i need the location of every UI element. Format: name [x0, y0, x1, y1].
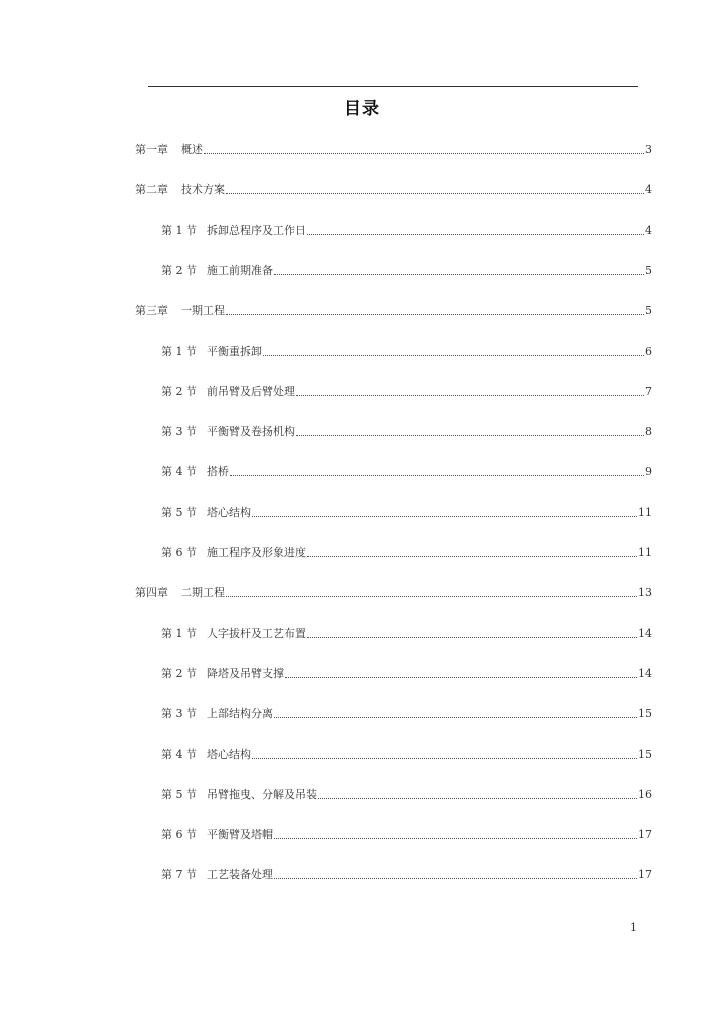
toc-dot-leader — [226, 192, 644, 194]
toc-entry-number: 第 1 节 — [161, 223, 197, 237]
toc-entry[interactable] — [135, 181, 652, 197]
toc-entry-title: 平衡臂及塔帽 — [207, 828, 273, 842]
toc-entry[interactable] — [161, 544, 652, 560]
toc-entry-title: 吊臂拖曳、分解及吊装 — [207, 787, 317, 801]
toc-entry-number: 第 5 节 — [161, 787, 197, 801]
toc-entry-page: 17 — [638, 868, 652, 882]
toc-entry-page: 17 — [638, 828, 652, 842]
toc-entry[interactable] — [135, 584, 652, 600]
toc-dot-leader — [285, 676, 637, 678]
toc-entry-page: 4 — [645, 223, 652, 237]
toc-dot-leader — [263, 354, 644, 356]
toc-entry-number: 第 2 节 — [161, 263, 197, 277]
toc-dot-leader — [296, 434, 644, 436]
toc-dot-leader — [226, 595, 637, 597]
toc-entry-title: 降塔及吊臂支撑 — [207, 666, 284, 680]
toc-entry-title: 概述 — [181, 143, 203, 156]
toc-entry-number: 第 6 节 — [161, 828, 197, 842]
toc-entry-number: 第 6 节 — [161, 546, 197, 559]
toc-entry-title: 平衡臂及卷扬机构 — [207, 425, 295, 439]
toc-dot-leader — [274, 273, 644, 275]
toc-entry-page: 7 — [645, 384, 652, 398]
toc-entry-title: 人字拔杆及工艺布置 — [207, 626, 306, 640]
toc-entry-number: 第 7 节 — [161, 868, 197, 882]
toc-dot-leader — [230, 474, 644, 476]
toc-entry-page: 14 — [638, 666, 652, 680]
toc-entry-page: 4 — [645, 183, 652, 197]
toc-entry-page: 15 — [638, 707, 652, 721]
toc-dot-leader — [204, 152, 644, 154]
toc-entry-page: 6 — [645, 344, 652, 358]
toc-entry-number: 第 2 节 — [161, 666, 197, 680]
toc-entry-page: 11 — [638, 546, 652, 559]
toc-dot-leader — [252, 757, 637, 759]
toc-entry-title: 施工程序及形象进度 — [207, 546, 306, 559]
toc-entry[interactable] — [161, 423, 652, 439]
toc-dot-leader — [307, 555, 637, 557]
toc-entry-page: 5 — [645, 263, 652, 277]
toc-entry[interactable] — [161, 504, 652, 520]
toc-entry-page: 11 — [638, 505, 652, 519]
toc-entry-page: 3 — [645, 143, 652, 156]
toc-entry[interactable] — [161, 786, 652, 802]
toc-entry[interactable] — [161, 705, 652, 721]
toc-entry-number: 第一章 — [135, 143, 168, 156]
toc-entry-number: 第 1 节 — [161, 344, 197, 358]
toc-entry-title: 平衡重拆卸 — [207, 344, 262, 358]
toc-entry-number: 第 3 节 — [161, 425, 197, 439]
toc-entry-title: 技术方案 — [181, 183, 225, 197]
toc-dot-leader — [318, 797, 637, 799]
toc-entry-number: 第四章 — [135, 586, 168, 600]
toc-entry-page: 5 — [645, 304, 652, 318]
toc-entry-page: 9 — [645, 465, 652, 479]
toc-entry-number: 第三章 — [135, 304, 168, 318]
toc-entry[interactable] — [161, 343, 652, 359]
toc-entry-title: 一期工程 — [181, 304, 225, 318]
toc-entry-title: 拆卸总程序及工作日 — [207, 223, 306, 237]
toc-entry-number: 第 3 节 — [161, 707, 197, 721]
toc-dot-leader — [226, 313, 644, 315]
page-number: 1 — [630, 921, 637, 934]
toc-entry[interactable] — [161, 746, 652, 762]
toc-entry-title: 前吊臂及后臂处理 — [207, 384, 295, 398]
toc-entry[interactable] — [161, 826, 652, 842]
toc-entry-page: 16 — [638, 787, 652, 801]
toc-entry[interactable] — [161, 222, 652, 238]
toc-entry-number: 第 4 节 — [161, 747, 197, 761]
toc-entry-number: 第 5 节 — [161, 505, 197, 519]
toc-entry-page: 15 — [638, 747, 652, 761]
toc-entry-number: 第 2 节 — [161, 384, 197, 398]
toc-entry[interactable] — [135, 141, 652, 157]
toc-entry[interactable] — [161, 625, 652, 641]
toc-dot-leader — [307, 233, 644, 235]
toc-entry[interactable] — [161, 665, 652, 681]
toc-entry-number: 第 1 节 — [161, 626, 197, 640]
toc-entry-title: 塔心结构 — [207, 747, 251, 761]
toc-entry-title: 上部结构分离 — [207, 707, 273, 721]
toc-entry-page: 8 — [645, 425, 652, 439]
toc-entry-title: 搭桥 — [207, 465, 229, 479]
toc-entry[interactable] — [161, 463, 652, 479]
toc-dot-leader — [274, 877, 637, 879]
header-rule — [148, 86, 638, 87]
toc-dot-leader — [296, 394, 644, 396]
toc-entry-title: 二期工程 — [181, 586, 225, 600]
page-title: 目录 — [344, 99, 380, 119]
toc-entry-page: 13 — [638, 586, 652, 600]
toc-entry-title: 施工前期准备 — [207, 263, 273, 277]
toc-entry[interactable] — [161, 866, 652, 882]
toc-entry[interactable] — [135, 302, 652, 318]
toc-entry[interactable] — [161, 383, 652, 399]
toc-entry-title: 塔心结构 — [207, 505, 251, 519]
toc-entry[interactable] — [161, 262, 652, 278]
toc-dot-leader — [274, 837, 637, 839]
toc-dot-leader — [307, 636, 637, 638]
toc-entry-title: 工艺装备处理 — [207, 868, 273, 882]
toc-entry-number: 第二章 — [135, 183, 168, 197]
toc-dot-leader — [274, 716, 637, 718]
toc-entry-number: 第 4 节 — [161, 465, 197, 479]
toc-dot-leader — [252, 515, 637, 517]
toc-entry-page: 14 — [638, 626, 652, 640]
